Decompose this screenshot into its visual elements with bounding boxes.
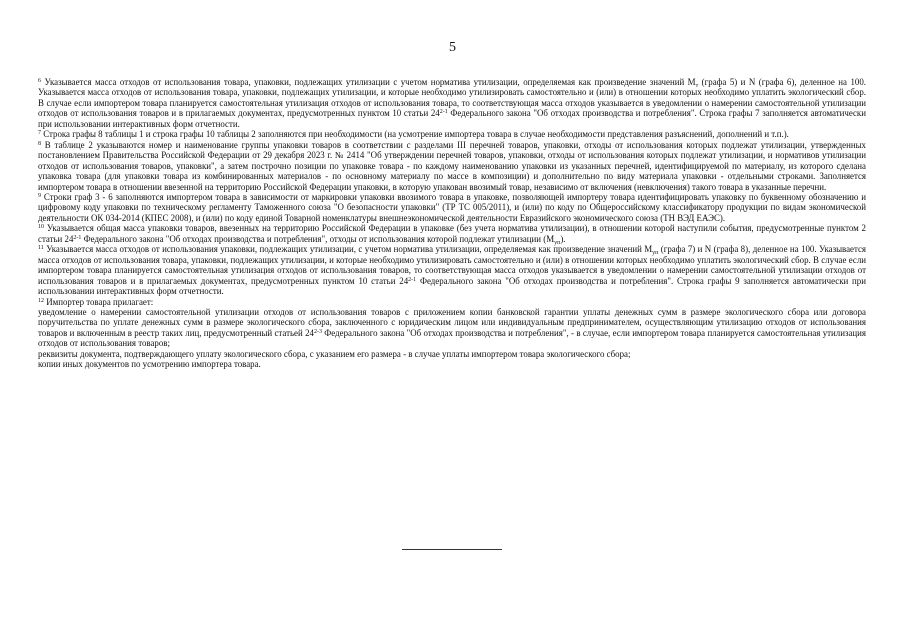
attachment-item <box>38 307 866 349</box>
footnote-text-fragment: Указывается общая масса упаковки товаров, ввезенных на территорию Российской Федерации в упаковке (без учета норматива утилизации), в отношении которой наступили события, предусмотренные пунктом 2 статьи 24 <box>38 223 866 244</box>
footnote-text-fragment: Импортер товара прилагает: <box>44 296 154 307</box>
footnote-text-fragment: В таблице 2 указываются номер и наименование группы упаковки товаров в соответствии с разделами III перечней товаров, упаковки, отходы от использования которых подлежат утилизации, утвержденных постановлением Правительства Российской Федерации от 29 декабря 2023 г. № 2414 "Об утверждении перечней товаров, упаковки, отходы от использования которых подлежат утилизации, и нормативов утилизации отходов от использования товаров, упаковки", а затем построчно позиции по упаковке товара - по каждому наименованию упаковки из указанных перечней, идентифицируемой по материалу, из которого сделана упаковка товара (для упаковки товара из комбинированных материалов - по основному материалу по массе в композиции) и дополнительно по виду материала упаковки - отдельными строками. Заполняется импортером товара в отношении ввезенной на территорию Российской Федерации упаковки, в которую упакован ввозимый товар, независимо от включения (невключения) такого товара в указанные перечни. <box>38 139 866 192</box>
footnote-text-fragment: Федерального закона "Об отходах производства и потребления", отходы от использования которой подлежат утилизации (M <box>81 233 555 244</box>
footnote-text-fragment: Федерального закона "Об отходах производства и потребления". Строка графы 7 заполняется автоматически при использовании интерактивных форм отчетности. <box>38 108 866 129</box>
footnote-text-fragment: 2-3 <box>313 328 322 335</box>
footnote-mark: 6 <box>38 78 41 84</box>
footnote-12 <box>38 297 866 307</box>
footnote-text-fragment: т <box>695 83 699 89</box>
footnote-mark: 7 <box>38 130 41 137</box>
footnote-text-fragment: Строка графы 8 таблицы 1 и строка графы 10 таблицы 2 заполняются при необходимости (на усмотрение импортера товара в случае необходимости представления разъяснений, дополнений и т.п.). <box>41 129 789 140</box>
footnote-text-fragment: 2-1 <box>408 276 417 283</box>
footnote-mark: 11 <box>38 245 44 252</box>
footnote-11 <box>38 244 866 296</box>
footnote-text-fragment: 2-1 <box>73 234 82 241</box>
footnote-text-fragment: Строки граф 3 - 6 заполняются импортером товара в зависимости от маркировки упаковки ввозимого товара в упаковке, позволяющей импортеру товара идентифицировать упаковку по буквенному обозначению и цифровому коду упаковки по техническому регламенту Таможенного союза "О безопасности упаковки" (ТР ТС 005/2011), и (или) по коду по Общероссийскому классификатору продукции по видам экономической деятельности ОК 034-2014 (КПЕС 2008), и (или) по коду единой Товарной номенклатуры внешнеэкономической деятельности Евразийского экономического союза (ТН ВЭД ЕАЭС). <box>38 191 866 223</box>
footer-divider <box>402 549 502 550</box>
footnote-text-fragment: (графа 5) и N (графа 6), деленное на 100. Указывается масса отходов от использования товара, упаковки, подлежащих утилизации, и которые необходимо утилизировать самостоятельно и (или) в отношении которых необходимо уплатить экологический сбор. В случае если импортером товара планируется самостоятельная утилизация отходов от использования товара, то соответствующая масса отходов указывается в уведомлении о намерении самостоятельной утилизации отходов от использования товаров и в прилагаемых документах, предусмотренных пунктом 10 статьи 24 <box>38 77 867 119</box>
footnote-text-fragment: 2-1 <box>439 109 448 116</box>
footnote-text-fragment: реквизиты документа, подтверждающего уплату экологического сбора, с указанием его размера - в случае уплаты импортером товара экологического сбора; <box>38 348 631 359</box>
footnote-10 <box>38 223 866 244</box>
attachment-item <box>38 349 866 359</box>
attachment-item <box>38 359 866 369</box>
footnote-text-fragment: Федерального закона "Об отходах производства и потребления", - в случае, если импортером товара планируется самостоятельная утилизация отходов от использования товаров; <box>38 327 866 349</box>
footnote-text-fragment: уп <box>554 239 561 246</box>
footnote-7 <box>38 129 866 139</box>
footnote-text-fragment: Федерального закона "Об отходах производства и потребления". Строка графы 9 заполняется автоматически при использовании интерактивных форм отчетности. <box>38 275 866 297</box>
footnote-text-fragment: Указывается масса отходов от использования товара, упаковки, подлежащих утилизации с учетом норматива утилизации, определяемая как произведение значений M <box>41 77 696 87</box>
footnote-text-fragment: ). <box>560 233 566 244</box>
footnote-mark: 8 <box>38 140 41 147</box>
footnote-text-fragment: уп <box>652 250 659 257</box>
footnote-text-fragment: уведомление о намерении самостоятельной утилизации отходов от использования товаров с приложением копии банковской гарантии уплаты денежных сумм в размере экологического сбора или договора поручительства по уплате денежных сумм в размере экологического сбора, заключенного с юридическим лицом или индивидуальным предпринимателем, осуществляющим утилизацию отходов от использования товаров и включенным в реестр таких лиц, предусмотренный статьей 24 <box>38 306 866 338</box>
footnote-mark: 12 <box>38 297 44 304</box>
footnote-text-fragment: Указывается масса отходов от использования упаковки, подлежащих утилизации, с учетом норматива утилизации, определяемая как произведение значений M <box>43 244 653 255</box>
footnote-mark: 10 <box>38 224 44 231</box>
footnote-9 <box>38 192 866 223</box>
footnote-8 <box>38 140 866 192</box>
page-number: 5 <box>449 40 456 55</box>
footnote-text-fragment: копии иных документов по усмотрению импортера товара. <box>38 359 261 370</box>
footnote-mark: 9 <box>38 192 41 199</box>
footnotes-block <box>38 77 866 370</box>
footnote-text-fragment: (графа 7) и N (графа 8), деленное на 100. Указывается масса отходов от использования товара, упаковки, подлежащих утилизации, и которые необходимо утилизировать самостоятельно и (или) в отношении которых необходимо уплатить экологический сбор. В случае если импортером товара планируется самостоятельная утилизация отходов от использования товаров, то соответствующая масса отходов указывается в уведомлении о намерении самостоятельной утилизации отходов от использования товаров и в прилагаемых документах, предусмотренных пунктом 10 статьи 24 <box>38 244 867 286</box>
footnote-6 <box>38 77 866 129</box>
